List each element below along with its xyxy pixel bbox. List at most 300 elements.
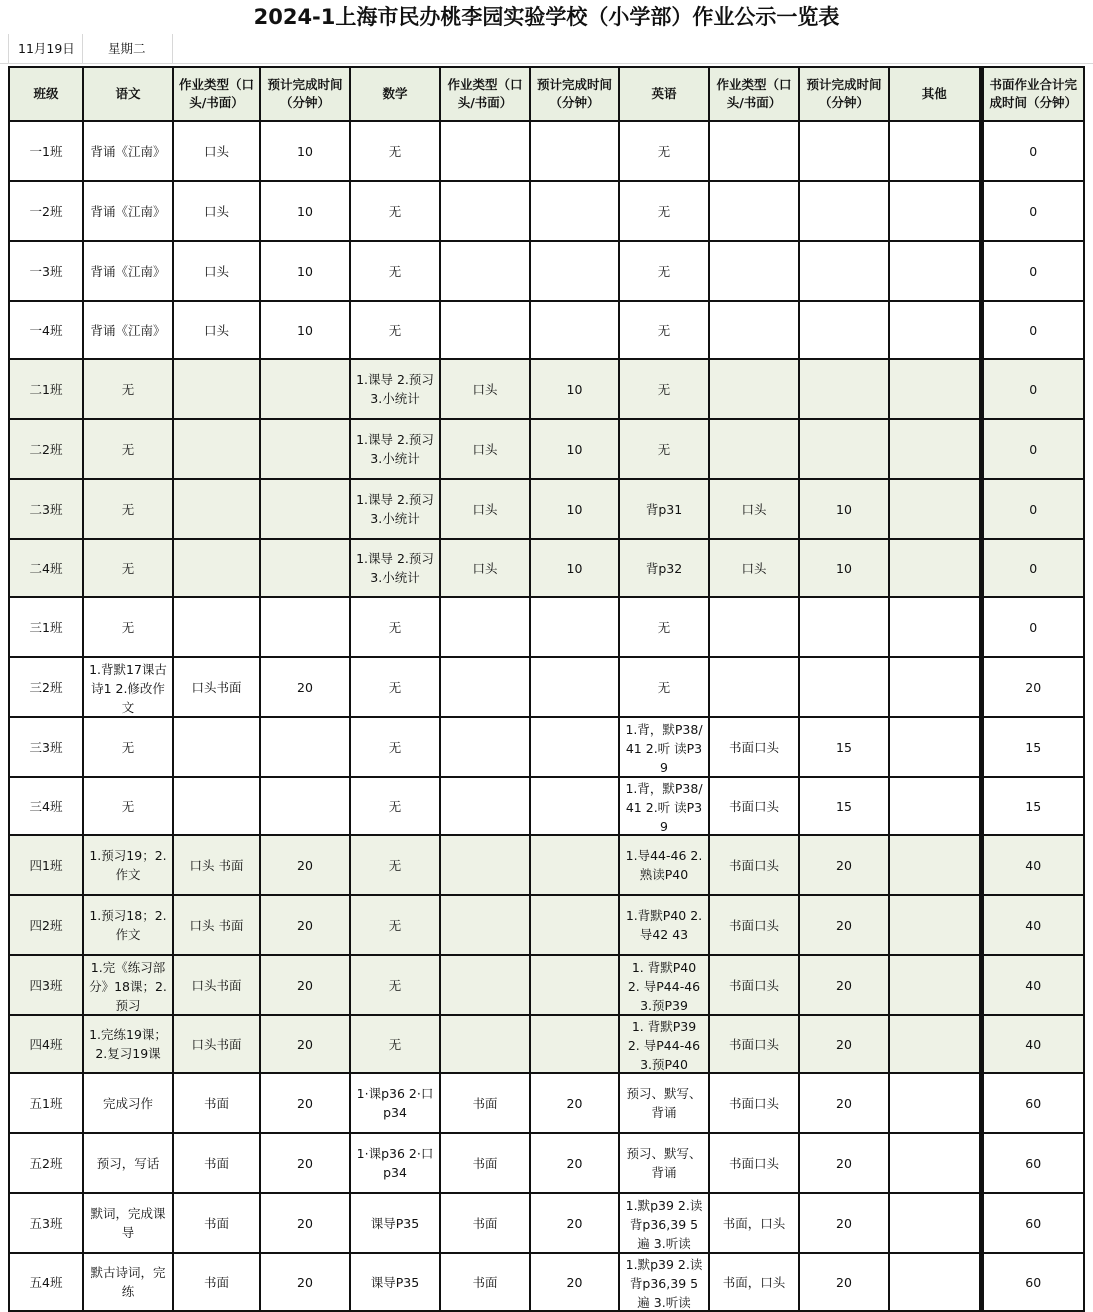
cell-math-type[interactable] (440, 657, 530, 717)
cell-other[interactable] (889, 895, 981, 955)
cell-text: 五1班 (29, 1095, 63, 1111)
cell-math-type[interactable] (440, 835, 530, 895)
cell-english[interactable] (619, 777, 709, 835)
cell-math[interactable] (350, 539, 440, 597)
cell-total[interactable] (981, 181, 1084, 241)
cell-class[interactable] (9, 539, 83, 597)
cell-total[interactable] (981, 955, 1084, 1015)
cell-math-type[interactable] (440, 1133, 530, 1193)
cell-math[interactable] (350, 895, 440, 955)
cell-math[interactable] (350, 359, 440, 419)
cell-total[interactable] (981, 419, 1084, 479)
cell-text: 背诵《江南》 (90, 143, 166, 159)
cell-math-time[interactable] (530, 717, 619, 777)
header-math[interactable]: 数学 (350, 67, 440, 121)
cell-chinese-time[interactable] (260, 777, 350, 835)
cell-chinese-type[interactable] (173, 419, 260, 479)
cell-math[interactable] (350, 121, 440, 181)
cell-chinese-type[interactable] (173, 539, 260, 597)
cell-english-type[interactable] (709, 895, 799, 955)
cell-text: 口头 (203, 203, 229, 219)
cell-chinese[interactable] (83, 835, 173, 895)
cell-chinese[interactable] (83, 419, 173, 479)
cell-english[interactable] (619, 1073, 709, 1133)
cell-text: 课导P35 (370, 1274, 420, 1290)
cell-other[interactable] (889, 241, 981, 301)
cell-chinese-type[interactable] (173, 1133, 260, 1193)
cell-math[interactable] (350, 301, 440, 359)
cell-chinese-type[interactable] (173, 181, 260, 241)
cell-class[interactable] (9, 1193, 83, 1253)
cell-text: 无 (121, 501, 135, 517)
cell-english-type[interactable] (709, 955, 799, 1015)
cell-chinese-type[interactable] (173, 1073, 260, 1133)
cell-math-time[interactable] (530, 1015, 619, 1073)
cell-math[interactable] (350, 419, 440, 479)
cell-chinese[interactable] (83, 1193, 173, 1253)
cell-math-time[interactable] (530, 359, 619, 419)
cell-math[interactable] (350, 1015, 440, 1073)
cell-english[interactable] (619, 717, 709, 777)
cell-chinese-time[interactable] (260, 241, 350, 301)
cell-chinese[interactable] (83, 181, 173, 241)
cell-english[interactable] (619, 419, 709, 479)
cell-english[interactable] (619, 479, 709, 539)
cell-class[interactable] (9, 597, 83, 657)
cell-chinese-time[interactable] (260, 955, 350, 1015)
cell-math-time[interactable] (530, 1253, 619, 1311)
header-math-time[interactable]: 预计完成时间（分钟） (530, 67, 619, 121)
cell-english-type[interactable] (709, 539, 799, 597)
cell-english-time[interactable] (799, 717, 889, 777)
cell-total[interactable] (981, 539, 1084, 597)
cell-english-type[interactable] (709, 1253, 799, 1311)
cell-total[interactable] (981, 121, 1084, 181)
cell-english-time[interactable] (799, 539, 889, 597)
cell-english-type[interactable] (709, 657, 799, 717)
cell-class[interactable] (9, 895, 83, 955)
cell-math-time[interactable] (530, 835, 619, 895)
cell-class[interactable] (9, 1015, 83, 1073)
cell-chinese-type[interactable] (173, 1015, 260, 1073)
cell-math[interactable] (350, 1253, 440, 1311)
cell-math[interactable] (350, 955, 440, 1015)
cell-other[interactable] (889, 1253, 981, 1311)
cell-english-type[interactable] (709, 1073, 799, 1133)
cell-text: 40 (1025, 857, 1042, 873)
cell-math-type[interactable] (440, 301, 530, 359)
cell-math-type[interactable] (440, 777, 530, 835)
cell-text: 20 (297, 1215, 313, 1231)
cell-math-time[interactable] (530, 597, 619, 657)
cell-chinese-type[interactable] (173, 955, 260, 1015)
cell-math[interactable] (350, 717, 440, 777)
date-cell[interactable]: 11月19日 (18, 41, 75, 56)
cell-class[interactable] (9, 181, 83, 241)
weekday-cell[interactable]: 星期二 (108, 41, 146, 56)
cell-text: 20 (1025, 679, 1042, 695)
cell-math[interactable] (350, 241, 440, 301)
cell-chinese-time[interactable] (260, 359, 350, 419)
cell-chinese[interactable] (83, 1015, 173, 1073)
cell-math-time[interactable] (530, 539, 619, 597)
cell-text: 一4班 (29, 322, 63, 338)
cell-other[interactable] (889, 657, 981, 717)
cell-chinese-type[interactable] (173, 835, 260, 895)
cell-english[interactable] (619, 121, 709, 181)
cell-english-type[interactable] (709, 835, 799, 895)
cell-class[interactable] (9, 1133, 83, 1193)
cell-class[interactable] (9, 241, 83, 301)
cell-english-time[interactable] (799, 657, 889, 717)
cell-english[interactable] (619, 1253, 709, 1311)
cell-total[interactable] (981, 301, 1084, 359)
cell-other[interactable] (889, 479, 981, 539)
cell-math-time[interactable] (530, 895, 619, 955)
cell-text: 1.默p39 2.读背p36,39 5遍 3.听读 (625, 1257, 703, 1309)
cell-english-type[interactable] (709, 419, 799, 479)
cell-english-type[interactable] (709, 777, 799, 835)
cell-math-time[interactable] (530, 1193, 619, 1253)
cell-english-time[interactable] (799, 121, 889, 181)
cell-other[interactable] (889, 1015, 981, 1073)
cell-chinese[interactable] (83, 301, 173, 359)
cell-english[interactable] (619, 895, 709, 955)
cell-math-type[interactable] (440, 895, 530, 955)
cell-total[interactable] (981, 1133, 1084, 1193)
cell-total[interactable] (981, 1193, 1084, 1253)
cell-english-time[interactable] (799, 777, 889, 835)
cell-chinese[interactable] (83, 717, 173, 777)
cell-text: 10 (297, 322, 313, 338)
cell-math[interactable] (350, 479, 440, 539)
cell-text: 1. 背默P39 2. 导P44-46 3.预P40 (627, 1019, 701, 1071)
cell-chinese-time[interactable] (260, 1073, 350, 1133)
cell-english-time[interactable] (799, 301, 889, 359)
cell-class[interactable] (9, 835, 83, 895)
cell-chinese-type[interactable] (173, 479, 260, 539)
cell-english-type[interactable] (709, 121, 799, 181)
cell-total[interactable] (981, 597, 1084, 657)
cell-english[interactable] (619, 1133, 709, 1193)
cell-total[interactable] (981, 241, 1084, 301)
cell-chinese[interactable] (83, 121, 173, 181)
cell-chinese[interactable] (83, 1253, 173, 1311)
cell-english[interactable] (619, 539, 709, 597)
cell-class[interactable] (9, 717, 83, 777)
cell-other[interactable] (889, 121, 981, 181)
cell-math-time[interactable] (530, 657, 619, 717)
cell-other[interactable] (889, 359, 981, 419)
header-chinese[interactable]: 语文 (83, 67, 173, 121)
cell-total[interactable] (981, 1015, 1084, 1073)
cell-chinese-time[interactable] (260, 1193, 350, 1253)
header-total[interactable]: 书面作业合计完成时间（分钟） (981, 67, 1084, 121)
cell-other[interactable] (889, 597, 981, 657)
cell-text: 无 (657, 619, 671, 635)
cell-chinese-time[interactable] (260, 479, 350, 539)
cell-total[interactable] (981, 359, 1084, 419)
table-row (9, 895, 1084, 955)
cell-text: 20 (836, 1095, 852, 1111)
cell-english[interactable] (619, 241, 709, 301)
cell-chinese-time[interactable] (260, 301, 350, 359)
cell-chinese[interactable] (83, 777, 173, 835)
cell-text: 无 (657, 381, 671, 397)
cell-english-type[interactable] (709, 479, 799, 539)
cell-math-type[interactable] (440, 955, 530, 1015)
cell-text: 20 (566, 1155, 583, 1171)
cell-other[interactable] (889, 1073, 981, 1133)
cell-total[interactable] (981, 657, 1084, 717)
cell-chinese-type[interactable] (173, 597, 260, 657)
cell-english-type[interactable] (709, 597, 799, 657)
cell-chinese[interactable] (83, 539, 173, 597)
cell-english-time[interactable] (799, 835, 889, 895)
cell-chinese-time[interactable] (260, 181, 350, 241)
cell-english-type[interactable] (709, 1015, 799, 1073)
page-title: 2024-1上海市民办桃李园实验学校（小学部）作业公示一览表 (253, 5, 840, 29)
cell-chinese-type[interactable] (173, 121, 260, 181)
cell-math-type[interactable] (440, 1253, 530, 1311)
cell-english-type[interactable] (709, 1133, 799, 1193)
cell-text: 书面 (203, 1155, 229, 1171)
table-row (9, 539, 1084, 597)
cell-chinese-type[interactable] (173, 777, 260, 835)
cell-chinese-time[interactable] (260, 717, 350, 777)
cell-english[interactable] (619, 955, 709, 1015)
cell-total[interactable] (981, 1253, 1084, 1311)
cell-chinese-type[interactable] (173, 1193, 260, 1253)
cell-class[interactable] (9, 955, 83, 1015)
cell-english[interactable] (619, 597, 709, 657)
cell-class[interactable] (9, 1073, 83, 1133)
cell-class[interactable] (9, 359, 83, 419)
cell-english-time[interactable] (799, 1015, 889, 1073)
cell-english-type[interactable] (709, 1193, 799, 1253)
cell-chinese[interactable] (83, 359, 173, 419)
cell-text: 20 (836, 1155, 852, 1171)
cell-text: 背p32 (645, 560, 683, 576)
cell-math[interactable] (350, 777, 440, 835)
cell-chinese[interactable] (83, 955, 173, 1015)
cell-chinese-time[interactable] (260, 1015, 350, 1073)
cell-english-time[interactable] (799, 359, 889, 419)
cell-chinese[interactable] (83, 1073, 173, 1133)
cell-math-time[interactable] (530, 1073, 619, 1133)
cell-chinese-time[interactable] (260, 539, 350, 597)
cell-math[interactable] (350, 1133, 440, 1193)
cell-other[interactable] (889, 1193, 981, 1253)
header-chinese-time[interactable]: 预计完成时间（分钟） (260, 67, 350, 121)
header-english-type[interactable]: 作业类型（口头/书面） (709, 67, 799, 121)
cell-chinese[interactable] (83, 597, 173, 657)
cell-math-type[interactable] (440, 359, 530, 419)
cell-chinese-type[interactable] (173, 895, 260, 955)
cell-chinese-time[interactable] (260, 1133, 350, 1193)
cell-english-time[interactable] (799, 419, 889, 479)
cell-text: 一2班 (29, 203, 63, 219)
cell-text: 口头 (741, 501, 767, 517)
cell-english-type[interactable] (709, 241, 799, 301)
cell-english-time[interactable] (799, 181, 889, 241)
cell-english-time[interactable] (799, 1073, 889, 1133)
cell-math-type[interactable] (440, 597, 530, 657)
cell-math-type[interactable] (440, 121, 530, 181)
cell-english-time[interactable] (799, 597, 889, 657)
cell-text: 无 (121, 619, 135, 635)
cell-english[interactable] (619, 359, 709, 419)
cell-math[interactable] (350, 181, 440, 241)
table-row (9, 955, 1084, 1015)
cell-english-type[interactable] (709, 359, 799, 419)
cell-class[interactable] (9, 657, 83, 717)
cell-text: 10 (836, 560, 852, 576)
cell-chinese-time[interactable] (260, 657, 350, 717)
cell-english-time[interactable] (799, 1253, 889, 1311)
header-english-time[interactable]: 预计完成时间（分钟） (799, 67, 889, 121)
cell-math-type[interactable] (440, 717, 530, 777)
cell-math-time[interactable] (530, 955, 619, 1015)
header-chinese-type[interactable]: 作业类型（口头/书面） (173, 67, 260, 121)
cell-total[interactable] (981, 717, 1084, 777)
cell-text: 20 (566, 1274, 583, 1290)
cell-chinese-time[interactable] (260, 597, 350, 657)
cell-chinese[interactable] (83, 479, 173, 539)
cell-text: 二3班 (29, 501, 63, 517)
cell-text: 15 (1025, 739, 1042, 755)
cell-math-type[interactable] (440, 479, 530, 539)
cell-math[interactable] (350, 1073, 440, 1133)
cell-text: 三4班 (29, 798, 63, 814)
cell-text: 0 (1029, 263, 1038, 279)
cell-chinese-type[interactable] (173, 301, 260, 359)
cell-math-time[interactable] (530, 479, 619, 539)
cell-total[interactable] (981, 835, 1084, 895)
cell-english-time[interactable] (799, 241, 889, 301)
cell-text: 40 (1025, 977, 1042, 993)
cell-math-type[interactable] (440, 1073, 530, 1133)
cell-math-type[interactable] (440, 539, 530, 597)
cell-english[interactable] (619, 835, 709, 895)
cell-class[interactable] (9, 121, 83, 181)
cell-other[interactable] (889, 419, 981, 479)
cell-chinese-time[interactable] (260, 895, 350, 955)
cell-other[interactable] (889, 955, 981, 1015)
cell-chinese[interactable] (83, 895, 173, 955)
cell-chinese-type[interactable] (173, 1253, 260, 1311)
cell-math-time[interactable] (530, 419, 619, 479)
cell-math-type[interactable] (440, 181, 530, 241)
cell-math-type[interactable] (440, 419, 530, 479)
cell-english[interactable] (619, 657, 709, 717)
cell-text: 20 (836, 857, 852, 873)
cell-chinese-time[interactable] (260, 419, 350, 479)
cell-class[interactable] (9, 301, 83, 359)
cell-math-type[interactable] (440, 1193, 530, 1253)
cell-english[interactable] (619, 1193, 709, 1253)
cell-english-type[interactable] (709, 301, 799, 359)
cell-other[interactable] (889, 777, 981, 835)
cell-chinese-time[interactable] (260, 1253, 350, 1311)
cell-text: 1·课p36 2·口p34 (356, 1146, 434, 1180)
cell-math[interactable] (350, 835, 440, 895)
cell-math-time[interactable] (530, 181, 619, 241)
cell-text: 无 (388, 739, 402, 755)
cell-math[interactable] (350, 657, 440, 717)
cell-total[interactable] (981, 1073, 1084, 1133)
cell-chinese[interactable] (83, 1133, 173, 1193)
cell-english-time[interactable] (799, 479, 889, 539)
cell-text: 无 (121, 739, 135, 755)
cell-chinese[interactable] (83, 657, 173, 717)
cell-class[interactable] (9, 1253, 83, 1311)
cell-math-type[interactable] (440, 1015, 530, 1073)
header-math-type[interactable]: 作业类型（口头/书面） (440, 67, 530, 121)
cell-other[interactable] (889, 717, 981, 777)
cell-text: 书面 (472, 1274, 498, 1290)
cell-english-time[interactable] (799, 955, 889, 1015)
cell-math-time[interactable] (530, 777, 619, 835)
cell-english-time[interactable] (799, 895, 889, 955)
table-row (9, 241, 1084, 301)
cell-class[interactable] (9, 419, 83, 479)
cell-english-time[interactable] (799, 1133, 889, 1193)
cell-text: 书面 (472, 1155, 498, 1171)
cell-chinese-type[interactable] (173, 359, 260, 419)
cell-math[interactable] (350, 597, 440, 657)
cell-english-type[interactable] (709, 181, 799, 241)
cell-math-time[interactable] (530, 301, 619, 359)
cell-chinese-type[interactable] (173, 717, 260, 777)
cell-class[interactable] (9, 479, 83, 539)
cell-english[interactable] (619, 301, 709, 359)
cell-total[interactable] (981, 479, 1084, 539)
header-other[interactable]: 其他 (889, 67, 981, 121)
cell-english-time[interactable] (799, 1193, 889, 1253)
cell-text: 二2班 (29, 441, 63, 457)
cell-total[interactable] (981, 777, 1084, 835)
table-row (9, 717, 1084, 777)
cell-other[interactable] (889, 301, 981, 359)
cell-text: 书面口头 (728, 1036, 779, 1052)
cell-text: 0 (1029, 619, 1038, 635)
cell-chinese-type[interactable] (173, 241, 260, 301)
cell-english-type[interactable] (709, 717, 799, 777)
cell-math-time[interactable] (530, 241, 619, 301)
cell-chinese-time[interactable] (260, 835, 350, 895)
cell-other[interactable] (889, 1133, 981, 1193)
cell-other[interactable] (889, 835, 981, 895)
cell-class[interactable] (9, 777, 83, 835)
cell-math-time[interactable] (530, 121, 619, 181)
header-english[interactable]: 英语 (619, 67, 709, 121)
cell-other[interactable] (889, 539, 981, 597)
cell-math-time[interactable] (530, 1133, 619, 1193)
header-class[interactable]: 班级 (9, 67, 83, 121)
cell-math[interactable] (350, 1193, 440, 1253)
cell-text: 20 (297, 977, 313, 993)
cell-other[interactable] (889, 181, 981, 241)
cell-english[interactable] (619, 181, 709, 241)
cell-english[interactable] (619, 1015, 709, 1073)
cell-total[interactable] (981, 895, 1084, 955)
cell-chinese[interactable] (83, 241, 173, 301)
cell-chinese-type[interactable] (173, 657, 260, 717)
cell-chinese-time[interactable] (260, 121, 350, 181)
cell-math-type[interactable] (440, 241, 530, 301)
cell-text: 20 (566, 1215, 583, 1231)
